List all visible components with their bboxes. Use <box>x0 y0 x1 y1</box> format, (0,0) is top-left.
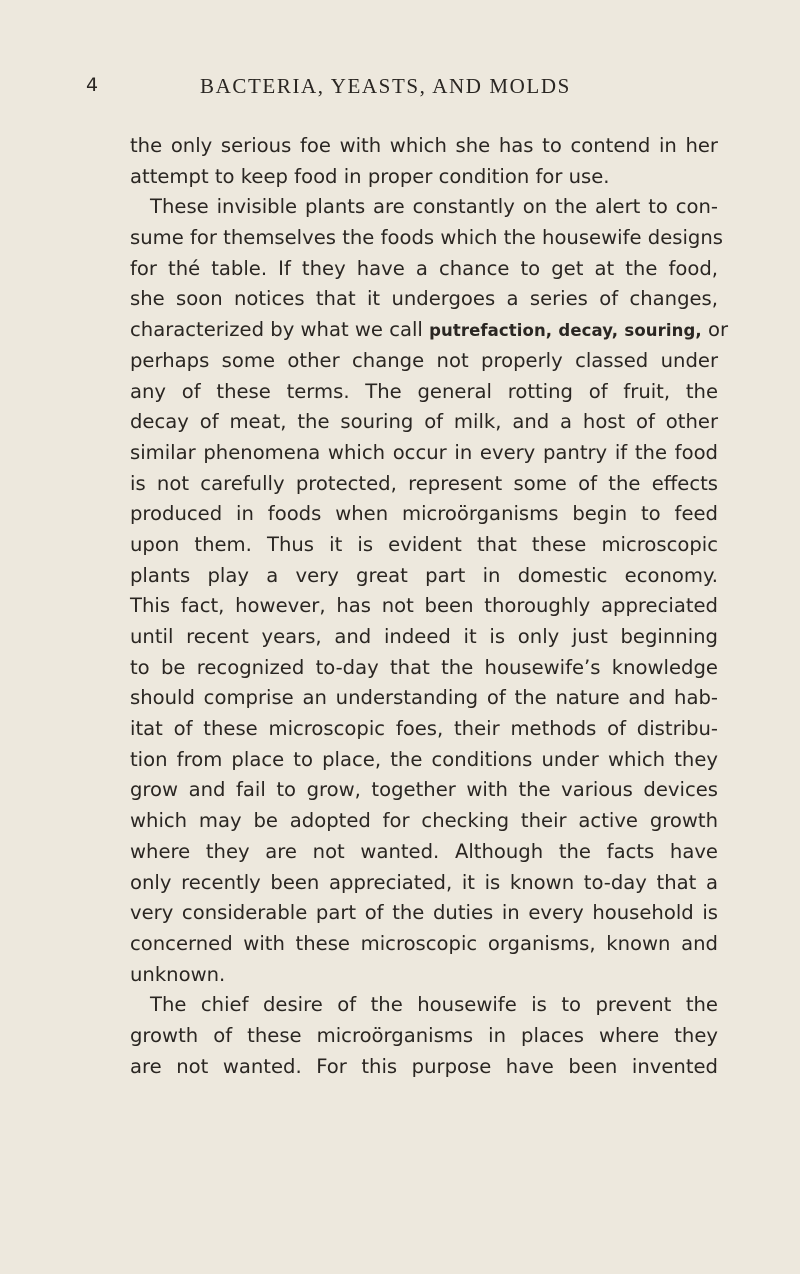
running-title: BACTERIA, YEASTS, AND MOLDS <box>200 74 571 98</box>
text-line: very considerable part of the duties in every household is <box>130 901 718 925</box>
text-line: decay of meat, the souring of milk, and a host of other <box>130 410 718 434</box>
text-line: only recently been appreciated, it is known to-day that a <box>130 870 718 894</box>
text-line: This fact, however, has not been thoroughly appreciated <box>130 594 718 618</box>
text-line: perhaps some other change not properly classed under <box>130 348 718 372</box>
running-head <box>0 74 800 104</box>
text-line-with-terms <box>130 315 729 346</box>
text-line: plants play a very great part in domestic economy. <box>130 563 718 587</box>
text-line: attempt to keep food in proper condition for use. <box>130 164 610 188</box>
text-line: which may be adopted for checking their active growth <box>130 809 718 833</box>
text-line: where they are not wanted. Although the facts have <box>130 839 718 863</box>
term-decay: decay, <box>558 321 619 341</box>
text-line: upon them. Thus it is evident that these microscopic <box>130 532 718 556</box>
text-line: unknown. <box>130 962 226 986</box>
paragraph-start-line: These invisible plants are constantly on the alert to con- <box>150 195 718 219</box>
body-text <box>130 131 729 1082</box>
text-line: is not carefully protected, represent some of the effects <box>130 471 718 495</box>
text-line: similar phenomena which occur in every pantry if the food <box>130 440 718 464</box>
text-line: any of these terms. The general rotting of fruit, the <box>130 379 718 403</box>
text-line: itat of these microscopic foes, their methods of distribu- <box>130 717 718 741</box>
term-putrefaction: putrefaction, <box>429 321 553 341</box>
text-line: until recent years, and indeed it is only just beginning <box>130 625 718 648</box>
text-line: are not wanted. For this purpose have been invented <box>130 1054 718 1078</box>
paragraph-start-line: The chief desire of the housewife is to prevent the <box>150 993 718 1017</box>
page-number: 4 <box>86 74 99 96</box>
text-line: she soon notices that it undergoes a series of changes, <box>130 287 718 311</box>
text-line: grow and fail to grow, together with the various devices <box>130 778 718 802</box>
term-souring: souring, <box>624 321 702 341</box>
text-line: sume for themselves the foods which the housewife designs <box>130 226 723 250</box>
text-fragment: or <box>707 318 729 342</box>
text-line: the only serious foe with which she has to contend in her <box>130 134 718 157</box>
text-line: concerned with these microscopic organisms, known and <box>130 931 718 955</box>
text-line: growth of these microörganisms in places where they <box>130 1023 718 1047</box>
text-line: produced in foods when microörganisms begin to feed <box>130 502 718 526</box>
text-line: to be recognized to-day that the housewife’s knowledge <box>130 655 718 679</box>
text-line: for thé table. If they have a chance to get at the food, <box>130 256 718 280</box>
text-line: should comprise an understanding of the nature and hab- <box>130 686 718 710</box>
text-fragment: characterized by what we call <box>130 318 423 342</box>
text-line: tion from place to place, the conditions under which they <box>130 747 718 771</box>
